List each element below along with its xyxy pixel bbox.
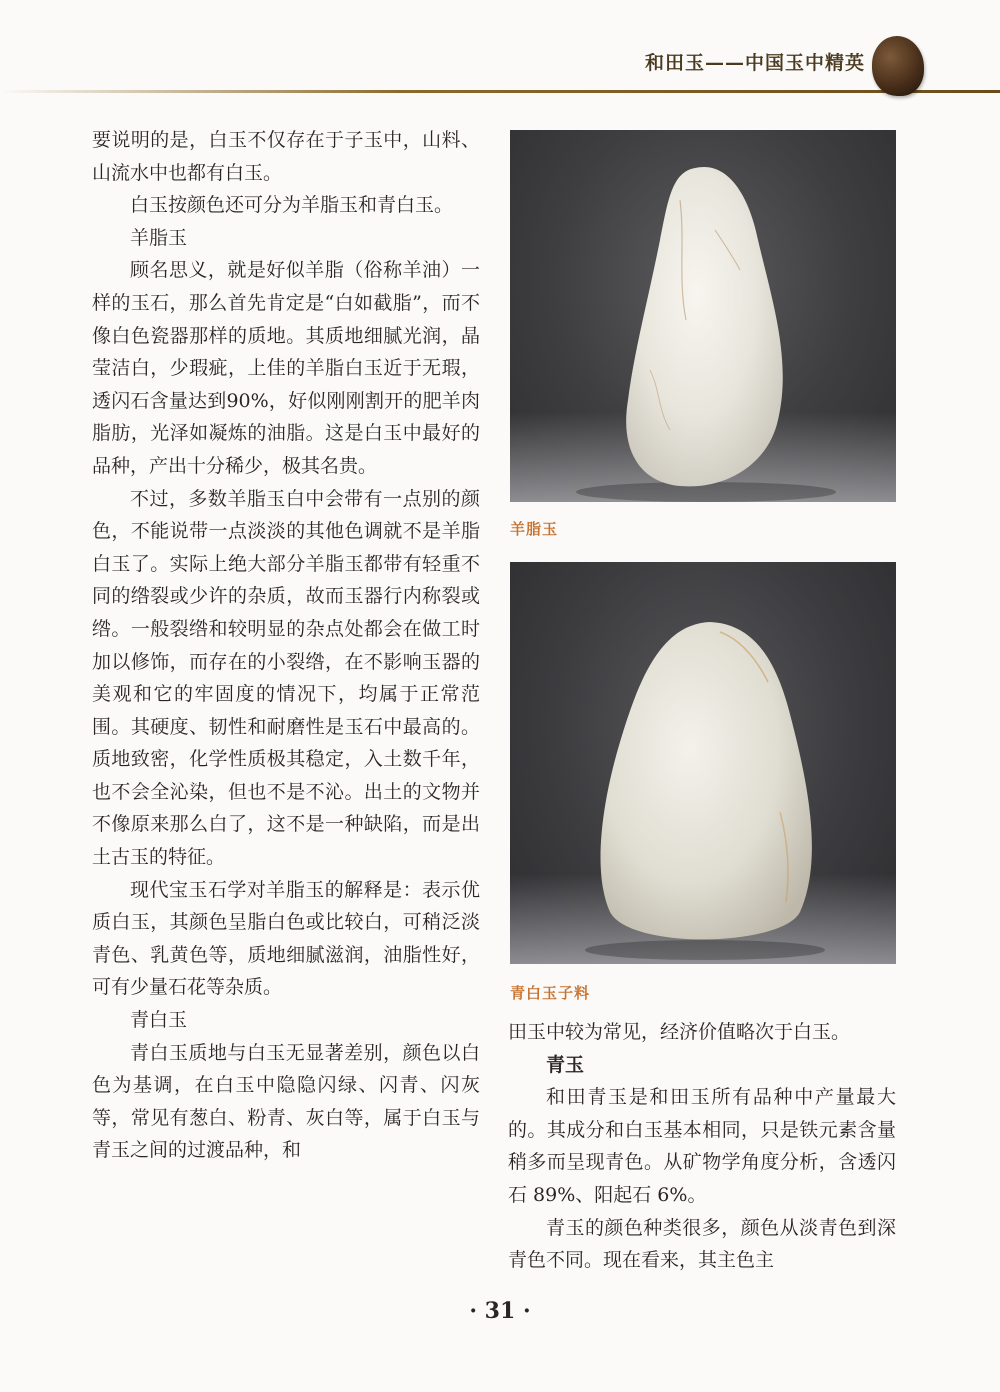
photo-celadon-white-jade-pebble (510, 562, 896, 964)
running-header (0, 36, 1000, 92)
jade-pebble-icon (872, 36, 924, 96)
figure-caption: 羊脂玉 (510, 520, 559, 538)
paragraph: 现代宝玉石学对羊脂玉的解释是：表示优质白玉，其颜色呈脂白色或比较白，可稍泛淡青色、乳黄色等，质地细腻滋润，油脂性好，可有少量石花等杂质。 (92, 878, 480, 999)
section-heading-yangzhi: 羊脂玉 (130, 226, 188, 249)
paragraph: 白玉按颜色还可分为羊脂玉和青白玉。 (130, 194, 454, 217)
paragraph: 要说明的是，白玉不仅存在于子玉中，山料、山流水中也都有白玉。 (92, 129, 480, 184)
running-header-title: 和田玉——中国玉中精英 (644, 52, 865, 74)
paragraph: 青玉的颜色种类很多，颜色从淡青色到深青色不同。现在看来，其主色主 (508, 1216, 896, 1272)
paragraph: 和田青玉是和田玉所有品种中产量最大的。其成分和白玉基本相同，只是铁元素含量稍多而呈现青色。从矿物学角度分析，含透闪石 89%、阳起石 6%。 (508, 1086, 896, 1206)
header-rule (0, 90, 1000, 93)
paragraph: 顾名思义，就是好似羊脂（俗称羊油）一样的玉石，那么首先肯定是“白如截脂”，而不像白色瓷器那样的质地。其质地细腻光润，晶莹洁白，少瑕疵，上佳的羊脂白玉近于无瑕，透闪石含量达到90%，好似刚刚割开的肥羊肉脂肪，光泽如凝炼的油脂。这是白玉中最好的品种，产出十分稀少，极其名贵。 (92, 259, 480, 477)
page-number: · 31 · (469, 1298, 531, 1324)
celadon-jade-pebble-illustration (510, 562, 896, 964)
right-text-column (508, 1016, 896, 1277)
section-heading-qingbai: 青白玉 (130, 1009, 188, 1032)
photo-mutton-fat-jade (510, 130, 896, 502)
paragraph: 田玉中较为常见，经济价值略次于白玉。 (508, 1021, 851, 1043)
section-heading-qing: 青玉 (546, 1053, 585, 1076)
figure-caption: 青白玉子料 (510, 984, 591, 1002)
paragraph: 不过，多数羊脂玉白中会带有一点别的颜色，不能说带一点淡淡的其他色调就不是羊脂白玉了。实际上绝大部分羊脂玉都带有轻重不同的绺裂或少许的杂质，故而玉器行内称裂或绺。一般裂绺和较明显的杂点处都会在做工时加以修饰，而存在的小裂绺，在不影响玉器的美观和它的牢固度的情况下，均属于正常范围。其硬度、韧性和耐磨性是玉石中最高的。质地致密，化学性质极其稳定，入土数千年，也不会全沁染，但也不是不沁。出土的文物并不像原来那么白了，这不是一种缺陷，而是出土古玉的特征。 (92, 487, 480, 869)
paragraph: 青白玉质地与白玉无显著差别，颜色以白色为基调，在白玉中隐隐闪绿、闪青、闪灰等，常见有葱白、粉青、灰白等，属于白玉与青玉之间的过渡品种，和 (92, 1041, 480, 1162)
white-jade-pebble-illustration (510, 130, 896, 502)
left-text-column (92, 124, 480, 1167)
